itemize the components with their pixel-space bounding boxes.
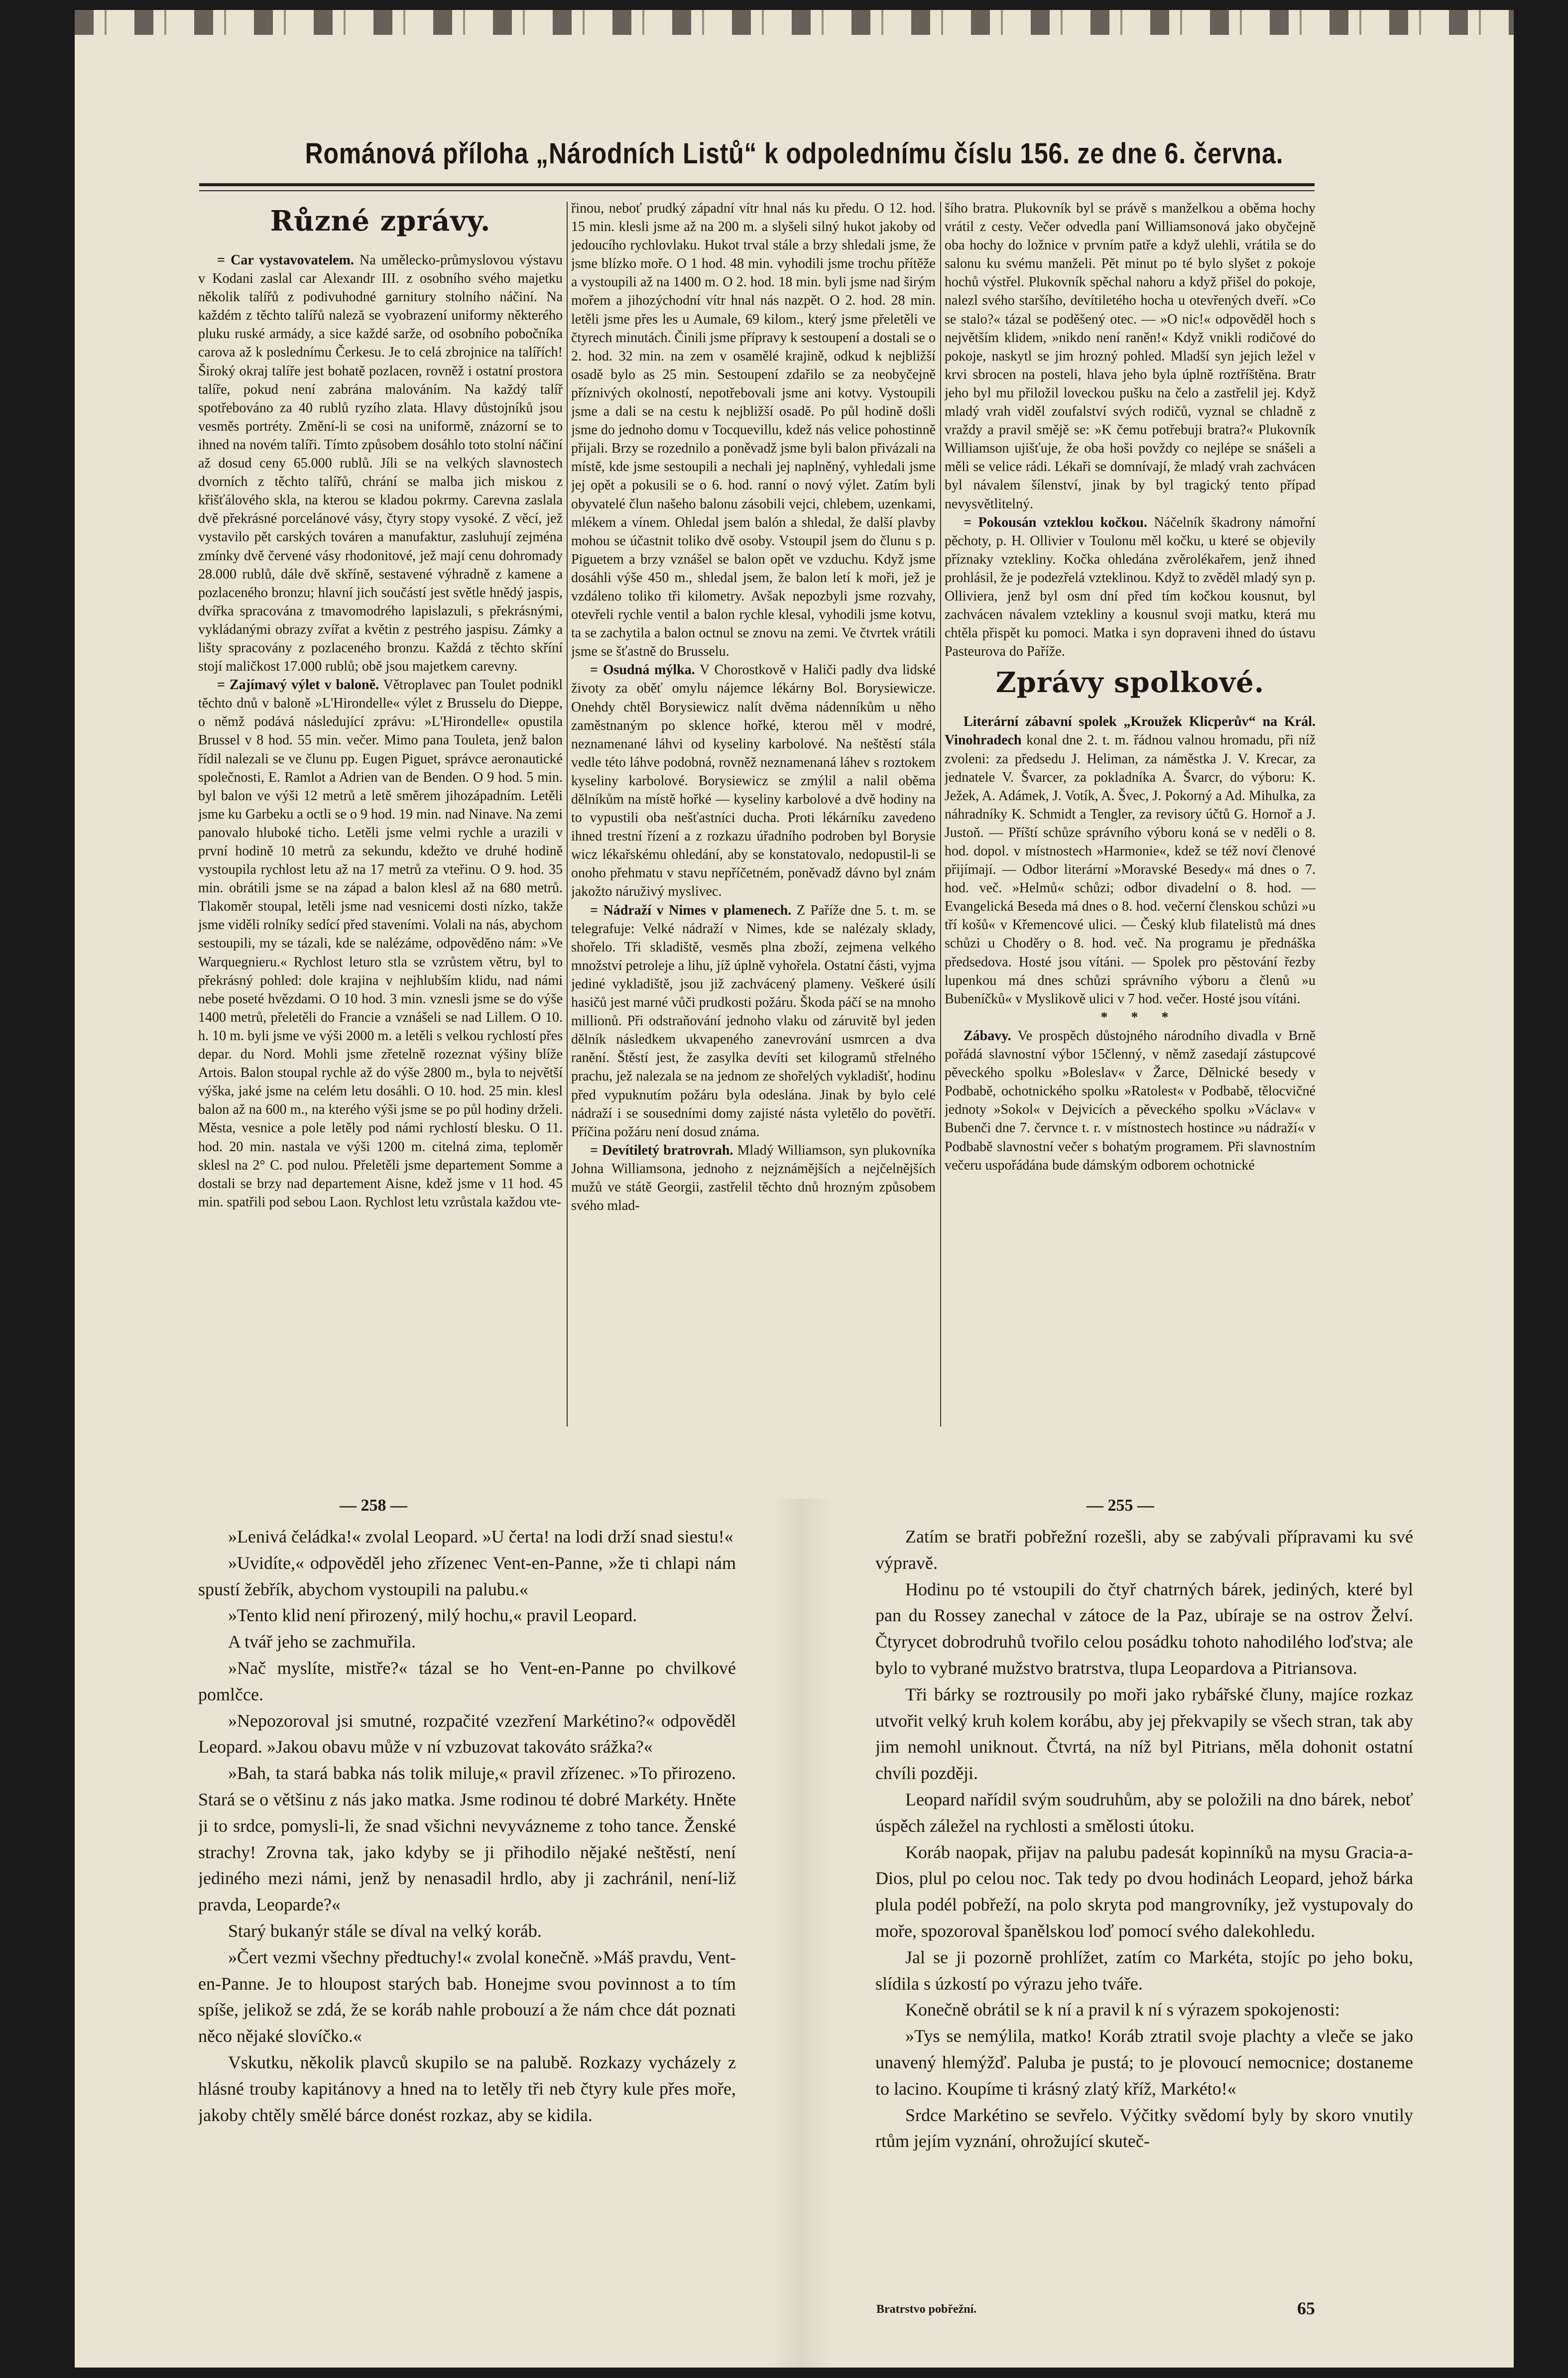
column-3 [945,199,1316,1434]
column-1 [198,199,563,1434]
page-header: Románová příloha „Národních Listů“ k odpolednímu číslu 156. ze dne 6. června. [305,137,1284,170]
story-paragraph: Zatím se bratři pobřežní rozešli, aby se zabývali přípravami ku své výpravě. [875,1527,1413,1573]
story-paragraph: »Lenivá čeládka!« zvolal Leopard. »U čerta! na lodi drží snad siestu!« [228,1527,733,1546]
story-paragraph: »Tys se nemýlila, matko! Koráb ztratil svoje plachty a vleče se jako unavený hlemýžď. Paluba je pustá; to je plovoucí nemocnice; dostaneme to lacino. Koupíme ti krásný zlatý kříž, Markéto!« [875,2026,1413,2099]
news-item [945,1027,1316,1175]
news-item [198,676,563,1211]
story-paragraph: Srdce Markétino se sevřelo. Výčitky svědomí byly by skoro vnutily rtům jejím vyznání, ohrožující skuteč- [875,2105,1413,2151]
page-top-edge [75,10,1514,35]
news-item [571,901,936,1141]
news-item-text: Mladý Williamson, syn plukovníka Johna Williamsona, jednoho z nejznámějších a nejčelnějších mužů ve státě Georgii, zastřelil těchto dnů hrozným způsobem svého mlad- [571,1142,936,1214]
column-separator [567,202,568,1427]
story-paragraph: »Uvidíte,« odpověděl jeho zřízenec Vent-en-Panne, »že ti chlapi nám spustí žebřík, abychom vystoupili na palubu.« [198,1552,736,1599]
news-item-head: = Zajímavý výlet v baloně. [217,677,379,693]
news-item [571,199,936,661]
news-item-text: Na umělecko-průmyslovou výstavu v Kodani zaslal car Alexandr III. z osobního svého majetku několik talířů z podivuhodné garnitury stolního náčiní. Na každém z těchto talířů naleză se vyobrazení uniformy některého pluku ruské armády, a sice každé sarže, od osobního pobočníka carova až k poslednímu Čerkesu. Je to celá zbrojnice na talířích! Široký okraj talíře jest bohatě pozlacen, rovněž i ostatní prostora talíře, pokud není zabrána malováním. Na každý talíř spotřebováno za 40 rublů ryzího zlata. Hlavy důstojníků jsou vesměs portréty. Změní-li se cosi na uniformě, znázorní se to ihned na novém talíři. Tímto způsobem dosáhlo toto stolní náčiní až dosud ceny 65.000 rublů. Jíli se na velkých slavnostech dvorních z těchto talířů, chrání se malba jich miskou z křišťálového skla, na kterou se kladou pokrmy. Carevna zaslala dvě překrásné porcelánové vásy, čtyry stopy vysoké. Z věcí, jež vystavilo pět carských továren a manufaktur, zasluhují zejména zmínky dvě červené vásy rhodonitové, jež mají cenu dohromady 28.000 rublů, dále dvě skříně, sestavené výhradně z kamene a pozlaceného bronzu; hlavní jich součástí jest světle hnědý jaspis, dvířka spracována z tmavomodrého lapislazuli, s překrásnými, vykládanými obrazy zvířat a květin z pestrého jaspisu. Zámky a lišty spracovány z pozlaceného bronzu. Každá z těchto skříní stojí maličkost 17.000 rublů; obě jsou majetkem carevny. [198,252,563,675]
news-item [198,251,563,676]
news-item-text: Ve prospěch důstojného národního divadla v Brně pořádá slavnostní výbor 15členný, v němž zasedají zástupcové pěveckého spolku »Boleslav« v Žarce, Dělnické besedy v Podbabě, ochotnického spolku »Ratolest« v Podbabě, tělocvičné jednoty »Sokol« v Dejvicích a pěveckého spolku »Václav« v Bubenči dne 7. červnce t. r. v místnostech hostince »u nádraží« v Podbabě slavnostní večer s bohatým programem. Při slavnostním večeru uspořádána bude dámským odborem ochotnické [945,1028,1316,1173]
news-item [571,1141,936,1215]
news-item [945,199,1316,513]
news-item-text: Z Paříže dne 5. t. m. se telegrafuje: Velké nádraží v Nimes, kde se nalézaly sklady, shořelo. Tři skladiště, vesměs plna zboží, zejmena velkého množství petroleje a lihu, jíž úplně vyhořela. Ostatní části, vyjma jediné vykladiště, jsou již zachvácený plameny. Veškeré úsilí hasičů jest marné vůči prudkosti požáru. Škoda páčí se na mnoho millionů. Při odstraňování jednoho vlaku od záruvitě byl jeden dělník následkem ukvapeného zanevrování usmrcen a dva ranění. Štěstí jest, že zasylka devíti set kilogramů střelného prachu, jež nalezala se na jednom ze shořelých vykladišť, hodinu před vypuknutím požáru byla odeslána. Jinak by bylo celé nádraží i se sousedními domy zajisté násta vyletělo do povětří. Příčina požáru není dosud známa. [571,902,936,1140]
newspaper-page [75,10,1514,2368]
news-item-head: = Pokousán vzteklou kočkou. [964,514,1147,530]
column-separator [940,202,941,1427]
news-item [571,661,936,901]
header-rule [199,183,1315,186]
story-left [198,1524,736,2300]
story-paragraph: Starý bukanýr stále se díval na velký koráb. [228,1920,542,1941]
news-item-text: Větroplavec pan Toulet podnikl těchto dnů v baloně »L'Hirondelle« výlet z Brusselu do Dieppe, o němž podává následující zprávu: »L'Hirondelle« opustila Brussel v 8 hod. 55 min. večer. Mimo pana Touleta, jenž balon řídil nalezali se ve člunu pp. Eugen Piguet, správce aeronautické společnosti, E. Ramlot a Adrien van de Benden. O 9 hod. 5 min. byl balon ve výši 12 metrů a letě směrem jihozápadním. Letěli jsme ku Garbeku a octli se o 9 hod. 19 min. nad Ninave. Na zemi panovalo hluboké ticho. Letěli jsme velmi rychle a urazili v první hodině 10 metrů za sekundu, kdežto ve druhé hodině vystoupila rychlost letu až na 17 metrů za vteřinu. O 9. hod. 35 min. obrátili jsme se na západ a balon klesl až na 680 metrů. Tlakoměr stoupal, letěli jsme nad vesnicemi dosti nízko, takže jsme viděli rolníky sedící před staveními. Volali na nás, abychom sestoupili, my se tázali, kde se nalézáme, odpověděno nám: »Ve Warquegnieru.« Rychlost leturo stla se vzrůstem větru, byl to překrásný pohled: dole krajina v nejhlubším klidu, nad námi nebe poseté hvězdami. O 10 hod. 3 min. vznesli jsme se do výše 1400 metrů, přeletěli do Francie a vznášeli se nad Lillem. O 10. h. 10 m. byli jsme ve výši 2000 m. a letěli s velkou rychlostí přes depar. du Nord. Mohli jsme zřetelně rozeznat výšiny blíže Artois. Balon stoupal rychle až do výše 2800 m., byla to největší výška, jaké jsme na celém letu dosáhli. O 10. hod. 25 min. klesl balon až na 600 m., na kterého výši jsme se po půl hodiny drželi. Města, vesnice a pole letěly pod námi rychlostí blesku. O 11. hod. 20 min. nastala ve výši 1200 m. citelná zima, teploměr sklesl na 2° C. pod nulou. Přeletěli jsme departement Somme a dostali se brzy nad departement Aisne, kdež jsme v 11 hod. 45 min. spatřili pod sebou Laon. Rychlost letu vzrůstala každou vte- [198,677,563,1210]
news-item-text: konal dne 2. t. m. řádnou valnou hromadu, při níž zvoleni: za předsedu J. Heliman, za náměstka J. V. Krecar, za jednatele V. Švarcer, za pokladníka A. Švarcr, do výboru: K. Ježek, A. Adámek, J. Votík, A. Švec, J. Pokorný a Ad. Mihulka, za náhradníky K. Schmidt a Tengler, za revisory účtů G. Hornoř a J. Justoň. — Příští schůze správního výboru koná se v neděli o 8. hod. dopol. v místnostech »Harmonie«, kdež se též noví členové přijímají. — Odbor literární »Moravské Besedy« má dnes o 7. hod. več. »Helmů« schůzi; odbor divadelní o 8. hod. — Evangelická Beseda má dnes o 8. hod. večerní členskou schůzi »u tří košů« v Křemencové ulici. — Český klub filatelistů má dnes schůzi u Choděry o 8. hod. več. Na programu je přednáška předsedova. Hosté jsou vítáni. — Spolek pro pěstování řezby lupenkou má dnes schůzi správního výboru a členů »u Bubeníčků« v Myslikově ulici v 7 hod. večer. Hosté jsou vítáni. [945,732,1316,1007]
news-item-text: V Chorostkově v Haliči padly dva lidské životy za oběť omylu nájemce lékárny Bol. Borysiewicze. Onehdy chtěl Borysiewicz nalít dvěma nádenníkům u něho zaměstnaným po sklence hořké, kterou měl v modré, neznamenané láhvi od kyseliny karbolové. Na neštěstí stála vedle této láhve podobná, rovněž neznamenaná láhev s roztokem kyseliny karbolové. Borysiewicz se zmýlil a nalil oběma dělníkům na místě hořké — kyseliny karbolové a dvě hodiny na to vypustili oba nešťastníci ducha. Proti lékárníku zavedeno ihned trestní řízení a z rozkazu úřadního podroben byl Borysie wicz lékařskému ohledání, aby se konstatovalo, nedopustil-li se onoho přehmatu v stavu nepříčetném, poněvadž dávno byl znám jakožto náruživý myslivec. [571,662,936,900]
page-number-left: — 258 — [340,1496,407,1515]
page-number-right: — 255 — [1086,1496,1154,1515]
story-paragraph: Hodinu po té vstoupili do čtyř chatrných bárek, jediných, které byl pan du Rossey zanechal v zátoce de la Paz, ubíraje se na ostrov Želví. Čtyrycet dobrodruhů tvořilo celou posádku tohoto nahodilého loďstva; ale bylo to vybrané mužstvo bratrstva, tlupa Leopardova a Pitriansova. [875,1579,1413,1678]
center-fold [772,1499,832,2368]
story-paragraph: Koráb naopak, přijav na palubu padesát kopinníků na mysu Gracia-a-Dios, plul po celou noc. Tak tedy po dvou hodinách Leopard, jehož bárka plula podél pobřeží, na polo skryta pod mangrovníky, jež vystupovaly do moře, spozoroval španělskou loď pomocí svého dalekohledu. [875,1842,1413,1941]
story-paragraph: »Nač myslíte, mistře?« tázal se ho Vent-en-Panne po chvilkové pomlčce. [198,1658,736,1704]
story-paragraph: »Tento klid není přirozený, milý hochu,« pravil Leopard. [228,1605,637,1626]
news-item [945,513,1316,661]
story-paragraph: »Nepozoroval jsi smutné, rozpačité vzezření Markétino?« odpověděl Leopard. »Jakou obavu může v ní vzbuzovat takováto srážka?« [198,1710,736,1757]
column-2 [571,199,936,1434]
footer-story-title: Bratrstvo pobřežní. [876,2303,977,2316]
footer-sheet-number: 65 [1297,2298,1315,2318]
story-paragraph: »Čert vezmi všechny předtuchy!« zvolal konečně. »Máš pravdu, Vent-en-Panne. Je to hloupost starých bab. Honejme svou povinnost a to tím spíše, jelikož se zdá, že se koráb nahle probouzí a že nám chce dát poznati něco nějaké slovíčko.« [198,1947,736,2046]
section-title: Různé zprávy. [270,205,491,238]
story-paragraph: Jal se ji pozorně prohlížet, zatím co Markéta, stojíc po jeho boku, slídila s úzkostí po výrazu jeho tváře. [875,1947,1413,1994]
story-paragraph: Vskutku, několik plavců skupilo se na palubě. Rozkazy vycházely z hlásné trouby kapitánovy a hned na to letěly tři neb čtyry kule přes moře, jakoby chtěly smělé bárce donést rozkaz, aby se kidila. [198,2052,736,2125]
story-paragraph: Tři bárky se roztrousily po moři jako rybářské čluny, majíce rozkaz utvořit velký kruh kolem korábu, aby jej překvapily se všech stran, tak aby jim nemohl uniknout. Čtvrtá, na níž byl Pitrians, měla dohonit ostatní chvíli později. [875,1684,1413,1784]
header-rule-thin [199,190,1315,191]
story-paragraph: »Bah, ta stará babka nás tolik miluje,« pravil zřízenec. »To přirozeno. Stará se o většinu z nás jako matka. Jsme rodinou té dobré Markéty. Hněte ji to srdce, pomysli-li, že snad všichni nevyvázneme z toho tance. Ženské strachy! Zrovna tak, jako kdyby se ji přihodilo nějaké neštěstí, není jediného mezi námi, jenž by nenasadil hrdlo, aby ji zachránil, není-liž pravda, Leoparde?« [198,1763,736,1915]
news-item-head: = Car vystavovatelem. [217,252,354,268]
asterisks-divider: * * * [1100,1009,1179,1025]
story-paragraph: Konečně obrátil se k ní a pravil k ní s výrazem spokojenosti: [905,2000,1340,2020]
news-item [945,713,1316,1008]
news-item-head: = Devítiletý bratrovrah. [590,1142,733,1158]
news-item-text: řinou, neboť prudký západní vítr hnal nás ku předu. O 12. hod. 15 min. klesli jsme až na 200 m. a slyšeli silný hukot jakoby od jedoucího rychlovlaku. Hukot trval stále a brzy shledali jsme, že jsme blízko moře. O 1 hod. 48 min. vyhodili jsme trochu přítěže a vystoupili až na 1400 m. O 2. hod. 18 min. byli jsme nad širým mořem a jihozýchodní vítr hnal nás nazpět. O 2. hod. 28 min. letěli jsme přes les u Aumale, 69 kilom., který jsme přeletěli ve čtyrech minutách. Činili jsme přípravy k sestoupení a dostali se o 2. hod. 32 min. na zem v osamělé krajině, odkud k nejbližší osadě bylo as 25 min. Sestoupení zdařilo se za neobyčejně příznivých okolností, nepotřebovali jsme ani kotvy. Vystoupili jsme a dali se na cestu k nejbližší osadě. Po půl hodině došli jsme do jednoho domu v Tocquevillu, kdež nás velice pohostinně přijali. Brzy se rozednilo a poněvadž jsme byli balon přivázali na místě, kde jsme sestoupili a nechali jej naplněný, vyhledali jsme jej opět a pokusili se o 6. hod. ranní o nový výlet. Zatím byli obyvatelé člun našeho balonu zásobili vejci, chlebem, uzenkami, mlékem a vínem. Ohledal jsem balón a shledal, že další plavby mohou se účastnit toliko dvě osoby. Vstoupil jsem do člunu s p. Piguetem a brzy vznášel se balon opět ve vzduchu. Když jsme dosáhli výše 450 m., shledal jsem, že balon letí k moři, jež je vzdáleno toliko tři kilometry. Avšak nepozbyli jsme rozvahy, otevřeli rychle ventil a balon rychle klesal, vyhodili jsme kotvu, ta se zachytila a balon octnul se znovu na zemi. Ve čtvrtek vrátili jsme se šťastně do Brusselu. [571,201,936,660]
story-paragraph: Leopard nařídil svým soudruhům, aby se položili na dno bárek, neboť úspěch záležel na rychlosti a smělosti útoku. [875,1789,1413,1836]
story-right [875,1524,1413,2285]
news-item-text: Náčelník škadrony námořní pěchoty, p. H. Ollivier v Toulonu měl kočku, u které se objevily příznaky vztekliny. Kočka ohledána zvěrolékařem, jenž ihned prohlásil, že je podezřelá vzteklinou. Když to zvěděl mladý syn p. Olliviera, jenž byl osm dní před tím kočkou kousnut, byl zachvácen návalem vztekliny a kousnul svoji matku, která mu chtěla přispět ku pomoci. Matka i syn dopraveni ihned do ústavu Pasteurova do Paříže. [945,514,1316,660]
news-item-head: Zábavy. [964,1028,1011,1044]
news-item-head: = Osudná mýlka. [590,662,695,678]
section-title: Zprávy spolkové. [995,666,1265,700]
news-item-head: Literární zábavní spolek „Kroužek Klicperův“ na Král. Vinohradech [945,714,1316,748]
news-item-head: = Nádraží v Nimes v plamenech. [590,902,792,918]
story-paragraph: A tvář jeho se zachmuřila. [228,1632,416,1652]
news-item-text: šího bratra. Plukovník byl se právě s manželkou a oběma hochy vrátil z cesty. Večer odvedla paní Williamsonová jako obyčejně oba hochy do ložnice v prvním patře a když ulehli, vrátila se do salonu ku svému manželi. Pět minut po té bylo slyšet z pokoje hochů výstřel. Plukovník spěchal nahoru a když přišel do pokoje, nalezl svého staršího, devítiletého hocha u otevřených dveří. »Co se stalo?« tázal se poděšený otec. — »O nic!« odpověděl hoch s největším klidem, »nikdo není raněn!« Když vnikli rodičové do pokoje, naskytl se jim hrozný pohled. Mladší syn jejich ležel v krvi sbrocen na posteli, hlava jeho byla úplně roztříštěna. Bratr jeho byl mu přiložil loveckou pušku na čelo a zastřelil jej. Když mladý vrah viděl zoufalství svých rodičů, vyznal se chladně z vraždy a pravil smějě se: »K čemu potřebuji bratra?« Plukovník Williamson ujišťuje, že oba hoši povždy co nejlépe se snášeli a měli se velice rádi. Lékaři se domnívají, že mladý vrah zachvácen byl návalem šílenství, jinak by byl tragický tento případ nevysvětlitelný. [945,201,1316,512]
